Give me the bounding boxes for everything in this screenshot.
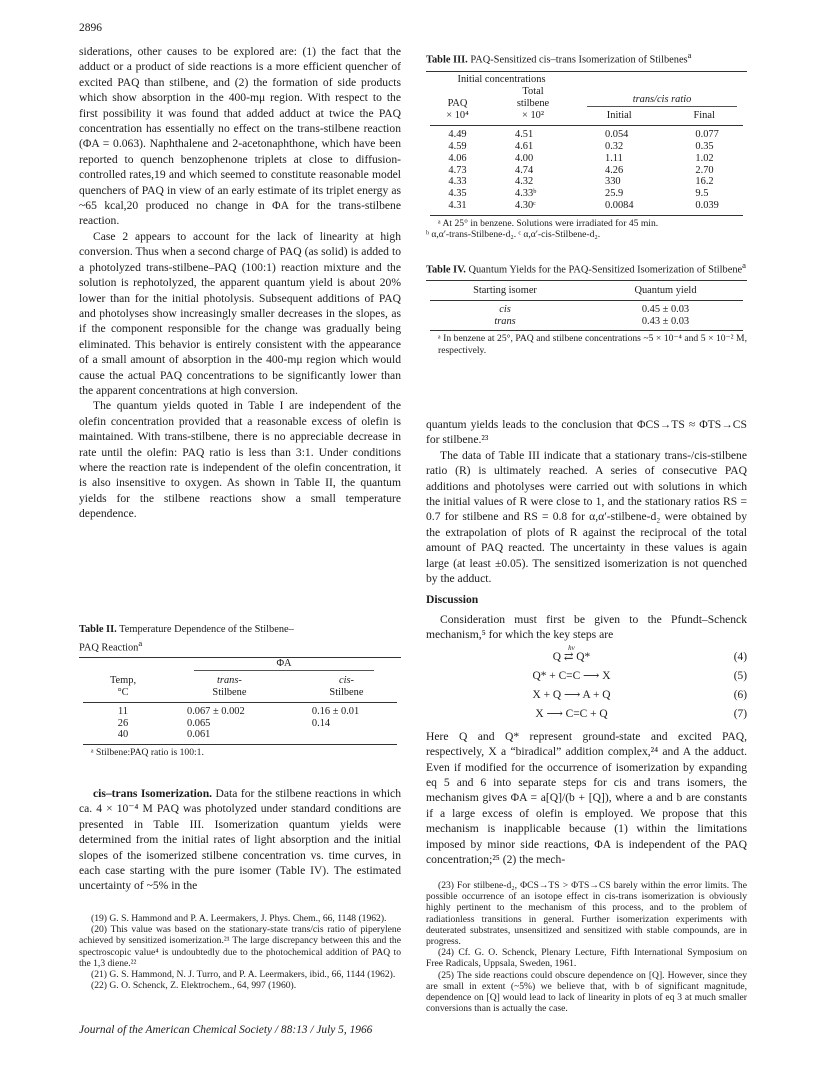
journal-footer: Journal of the American Chemical Society / 88:13 / July 5, 1966 bbox=[79, 1024, 373, 1036]
table-row: 4.59 4.61 0.32 0.35 bbox=[448, 140, 714, 152]
col-header-stilbene: Stilbene bbox=[212, 687, 247, 699]
section-heading: Discussion bbox=[426, 593, 479, 607]
table-2-footnote: ᵃ Stilbene:PAQ ratio is 100:1. bbox=[91, 747, 204, 759]
footnote: (19) G. S. Hammond and P. A. Leermakers, J. Phys. Chem., 66, 1148 (1962). bbox=[91, 913, 387, 924]
paragraph: Case 2 appears to account for the lack of linearity at high conversion. Thus when a second charge of PAQ (as solid) is added to a photolyzed trans-stilbene–PAQ (100:1) reaction mixture and the solution is rephotolyzed, the apparent quantum yield is about 20% lower than for the initial photolysis. Subsequent additions of PAQ and photolyses show increasingly smaller decreases in the slopes, as if the component responsible for the change was gradually being eliminated. This behavior is entirely consistent with the appearance of a small amount of absorption in the 400-mμ region which would cause the actual PAQ concentrations to be significantly lower than the apparent concentrations at high conversion. bbox=[79, 229, 401, 397]
table-row: cis 0.45 ± 0.03 bbox=[499, 303, 690, 315]
col-header-temp: Temp, bbox=[109, 675, 137, 687]
footnote: (21) G. S. Hammond, N. J. Turro, and P. A. Leermakers, ibid., 66, 1144 (1962). bbox=[91, 969, 396, 981]
col-header-stilbene: Stilbene bbox=[329, 687, 364, 699]
paragraph: siderations, other causes to be explored are: (1) the fact that the adduct or a product of side reactions is a more efficient quencher of excited PAQ than stilbene, and (2) the formation of side products which show absorption in the 400-mμ region. With respect to the first possibility it was found that added adduct at twice the PAQ concentration has essentially no effect on the trans-stilbene reaction (ΦA = 0.063). Naphthalene and 2-acetonaphthone, which have been reported to quench benzophenone triplets at close to diffusion-controlled rates,19 and which seemed to constitute reasonable model quenchers of PAQ in view of an early estimate of its triplet energy as ~65 kcal,20 produced no change in ΦA for the trans-stilbene reaction. bbox=[79, 45, 401, 228]
table-row: trans 0.43 ± 0.03 bbox=[494, 315, 690, 327]
right-column-text bbox=[426, 417, 747, 867]
table-row: 11 0.067 ± 0.002 0.16 ± 0.01 bbox=[117, 705, 360, 717]
table-row: 40 0.061 bbox=[117, 729, 211, 741]
table-row: 26 0.065 0.14 bbox=[117, 717, 331, 729]
table-2-caption: Table II. Temperature Dependence of the Stilbene–PAQ Reaction$^a$ bbox=[79, 624, 294, 653]
col-header-trans: trans- bbox=[217, 675, 242, 687]
paragraph: Consideration must first be given to the Pfundt–Schenck mechanism,⁵ for which the key steps are bbox=[426, 612, 747, 642]
left-column-lower-text bbox=[79, 786, 401, 894]
table-3-caption: Table III. PAQ-Sensitized cis–trans Isomerization of Stilbenes$^a$ bbox=[426, 50, 692, 66]
table-2-grid bbox=[79, 658, 401, 747]
col-header-final: Final bbox=[693, 110, 715, 122]
table-4-grid bbox=[426, 285, 747, 333]
footnote: (20) This value was based on the stationary-state trans/cis ratio of piperylene achieved by sensitized isomerization.²¹ The large discrepancy between this and the spectroscopic value⁴ is undoubtedly due to the photochemical addition of PAQ to the 1,3 diene.²² bbox=[79, 924, 401, 969]
footnote: (25) The side reactions could obscure dependence on [Q]. However, since they are small in extent (~5%) we believe that, with b of significant magnitude, dependence on [Q] would lead to lack of linearity in plots of eq 3 at much smaller conversions than is actually the case. bbox=[426, 969, 747, 1015]
col-header-total: Total bbox=[522, 85, 544, 97]
table-row: 4.31 4.30ᶜ 0.0084 0.039 bbox=[448, 199, 719, 211]
table-4-caption: Table IV. Quantum Yields for the PAQ-Sensitized Isomerization of Stilbene$^a$ bbox=[426, 260, 746, 276]
col-header-paq: PAQ bbox=[447, 98, 468, 110]
col-header-initial-conc: Initial concentrations bbox=[457, 73, 546, 85]
col-header-cis: cis- bbox=[338, 675, 354, 687]
table-3-footnote: ᵇ α,α′-trans-Stilbene-d₂. ᶜ α,α′-cis-Stilbene-d₂. bbox=[426, 228, 601, 240]
table-4-footnote: ᵃ In benzene at 25°, PAQ and stilbene concentrations ~5 × 10⁻⁴ and 5 × 10⁻² M, respectively. bbox=[438, 333, 747, 356]
table-row: 4.73 4.74 4.26 2.70 bbox=[448, 164, 714, 176]
footnote: (24) Cf. G. O. Schenck, Plenary Lecture, Fifth International Symposium on Free Radicals, Uppsala, Sweden, 1961. bbox=[426, 947, 747, 970]
table-row: 4.06 4.00 1.11 1.02 bbox=[448, 152, 714, 164]
footnote: (23) For stilbene-d₂, ΦCS→TS > ΦTS→CS barely within the error limits. The possible occurrence of an isotope effect in cis-trans isomerization is obviously highly pertinent to the mechanism of this process, and to the problem of radiationless transitions in general. Further isomerization experiments with deuterated substrates, unsensitized and sensitized with stable compounds, are in progress. bbox=[426, 880, 747, 948]
col-header-stilbene: stilbene bbox=[516, 98, 550, 110]
table-row: 4.33 4.32 330 16.2 bbox=[448, 176, 714, 188]
equation-block bbox=[426, 644, 747, 725]
table-3 bbox=[426, 49, 747, 240]
footnotes-left bbox=[79, 913, 401, 991]
equation: Q* + C=C ⟶ X (5) bbox=[532, 670, 747, 683]
footnote: (22) G. O. Schenck, Z. Elektrochem., 64, 997 (1960). bbox=[91, 980, 297, 992]
equation: X ⟶ C=C + Q (7) bbox=[535, 708, 747, 721]
table-row: 4.49 4.51 0.054 0.077 bbox=[448, 129, 719, 141]
col-header-stil-unit: × 10² bbox=[522, 110, 544, 122]
paragraph: The quantum yields quoted in Table I are independent of the olefin concentration provided that a reasonable excess of olefin is maintained. With trans-stilbene, there is no appreciable decrease in rate until the olefin: PAQ ratio is less than 3:1. Under conditions where the reaction rate is independent of the olefin concentration, it is also insensitive to oxygen. As shown in Table II, the quantum yields for the stilbene reactions show a small temperature dependence. bbox=[79, 399, 401, 521]
paragraph: Here Q and Q* represent ground-state and excited PAQ, respectively, X a “biradical” addition complex,²⁴ and A the adduct. Even if modified for the occurrence of isomerization by expanding eq 5 and 6 into separate steps for cis and trans isomers, the mechanism gives ΦA = a[Q]/(b + [Q]), where a and b are constants if a large excess of olefin is employed. We propose that this mechanism is inapplicable because (1) within the limitations imposed by minor side reactions, ΦA is independent of the PAQ concentration;²⁵ (2) the mech- bbox=[426, 729, 747, 866]
phi-a-header: ΦA bbox=[273, 658, 294, 670]
col-header-starting-isomer: Starting isomer bbox=[473, 284, 537, 296]
paragraph: quantum yields leads to the conclusion that ΦCS→TS ≈ ΦTS→CS for stilbene.²³ bbox=[426, 418, 747, 447]
col-header-initial: Initial bbox=[606, 110, 632, 122]
table-4 bbox=[426, 259, 747, 356]
table-2 bbox=[79, 624, 401, 758]
table-row: 4.35 4.33ᵇ 25.9 9.5 bbox=[448, 188, 709, 200]
col-header-temp-unit: °C bbox=[117, 687, 129, 699]
section-heading: cis–trans Isomerization. bbox=[93, 787, 213, 800]
left-column-text bbox=[79, 44, 401, 522]
col-header-ratio: trans/cis ratio bbox=[630, 94, 695, 106]
paragraph: The data of Table III indicate that a stationary trans-/cis-stilbene ratio (R) is ultimately reached. A series of consecutive PAQ additions and photolyses were carried out with solutions in which the initial values of R were close to 1, and the stationary ratios RS = 0.7 for stilbene and RS = 0.8 for α,α′-stilbene-d₂ were obtained by the extrapolation of plots of R against the reciprocal of the total amount of PAQ reacted. The uncertainty in these values is again large (at least ±0.05). The sensitized isomerization is not quenched by the adduct. bbox=[426, 448, 747, 586]
equation: hν Q ⇄ Q* (4) bbox=[552, 644, 747, 664]
paragraph: cis–trans Isomerization. Data for the stilbene reactions in which ca. 4 × 10⁻⁴ M PAQ was photolyzed under standard conditions are presented in Table III. Isomerization quantum yields were determined from the initial rates of light absorption and the initial slopes of the isomerized stilbene concentration vs. time curves, in each case starting with the pure isomer (Table IV). The estimated uncertainty of ~5% in the bbox=[79, 787, 401, 893]
page-number: 2896 bbox=[79, 22, 102, 34]
table-3-footnote: ᵃ At 25° in benzene. Solutions were irradiated for 45 min. bbox=[438, 217, 659, 229]
footnotes-right bbox=[426, 880, 747, 1014]
equation: X + Q ⟶ A + Q (6) bbox=[532, 689, 747, 702]
col-header-quantum-yield: Quantum yield bbox=[634, 284, 697, 296]
col-header-paq-unit: × 10⁴ bbox=[446, 110, 469, 122]
table-3-grid bbox=[426, 74, 747, 218]
